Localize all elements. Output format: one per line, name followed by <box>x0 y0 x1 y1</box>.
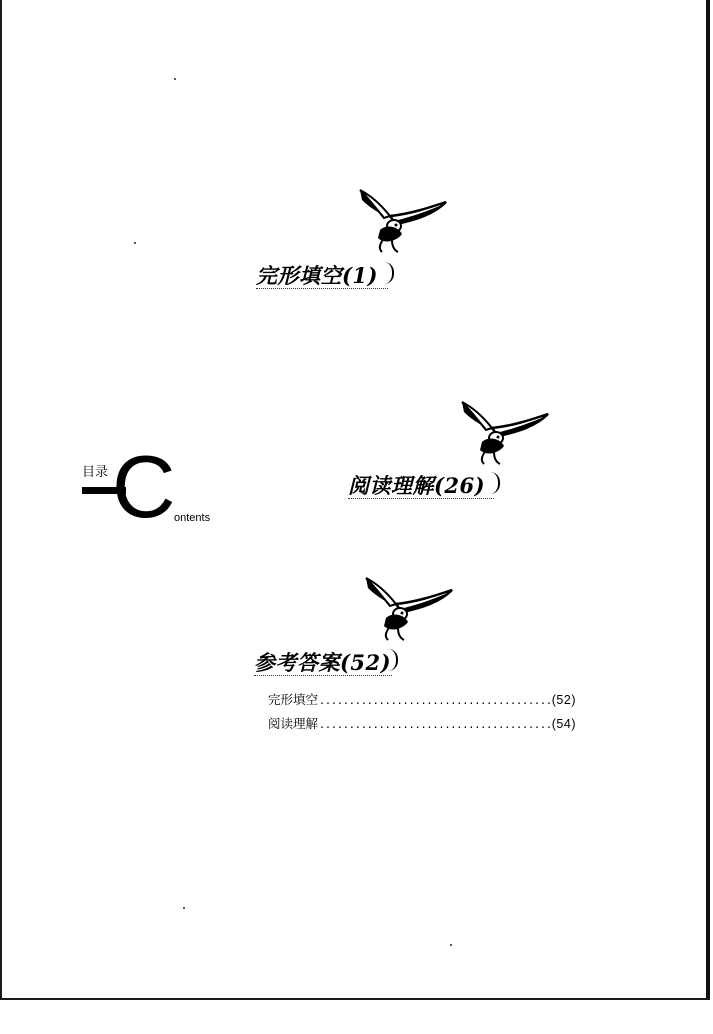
flying-bird-icon <box>350 186 450 258</box>
scan-speck <box>174 78 176 80</box>
scan-speck <box>183 907 185 909</box>
scan-speck <box>450 944 452 946</box>
contents-big-c: C <box>112 437 176 536</box>
contents-rest: ontents <box>174 512 211 524</box>
heading-flourish <box>490 472 500 494</box>
section-heading-cloze: 完形填空(1) <box>256 263 378 288</box>
heading-underline <box>348 497 494 499</box>
toc-entry[interactable] <box>268 690 576 714</box>
toc-entry-label: 阅读理解 <box>268 716 319 731</box>
section-heading-answers: 参考答案(52) <box>254 650 392 675</box>
dot-leader <box>320 716 550 731</box>
toc-entry-page: (52) <box>551 693 576 707</box>
section-heading-reading: 阅读理解(26) <box>348 473 486 498</box>
scan-speck <box>134 242 136 244</box>
flying-bird-icon <box>356 574 456 646</box>
page-edge-right <box>706 0 710 1000</box>
heading-flourish <box>388 649 398 671</box>
heading-underline <box>256 287 388 289</box>
answer-toc <box>268 690 576 738</box>
toc-entry[interactable] <box>268 714 576 738</box>
contents-cn-label: 目录 <box>82 465 109 480</box>
toc-entry-page: (54) <box>551 717 576 731</box>
heading-flourish <box>384 262 394 284</box>
contents-logo <box>80 437 230 536</box>
dot-leader <box>320 692 550 707</box>
flying-bird-icon <box>452 398 552 470</box>
heading-underline <box>254 674 392 676</box>
toc-entry-label: 完形填空 <box>268 692 319 707</box>
page-edge-bottom <box>0 998 710 1000</box>
page-edge-left <box>0 0 2 1000</box>
